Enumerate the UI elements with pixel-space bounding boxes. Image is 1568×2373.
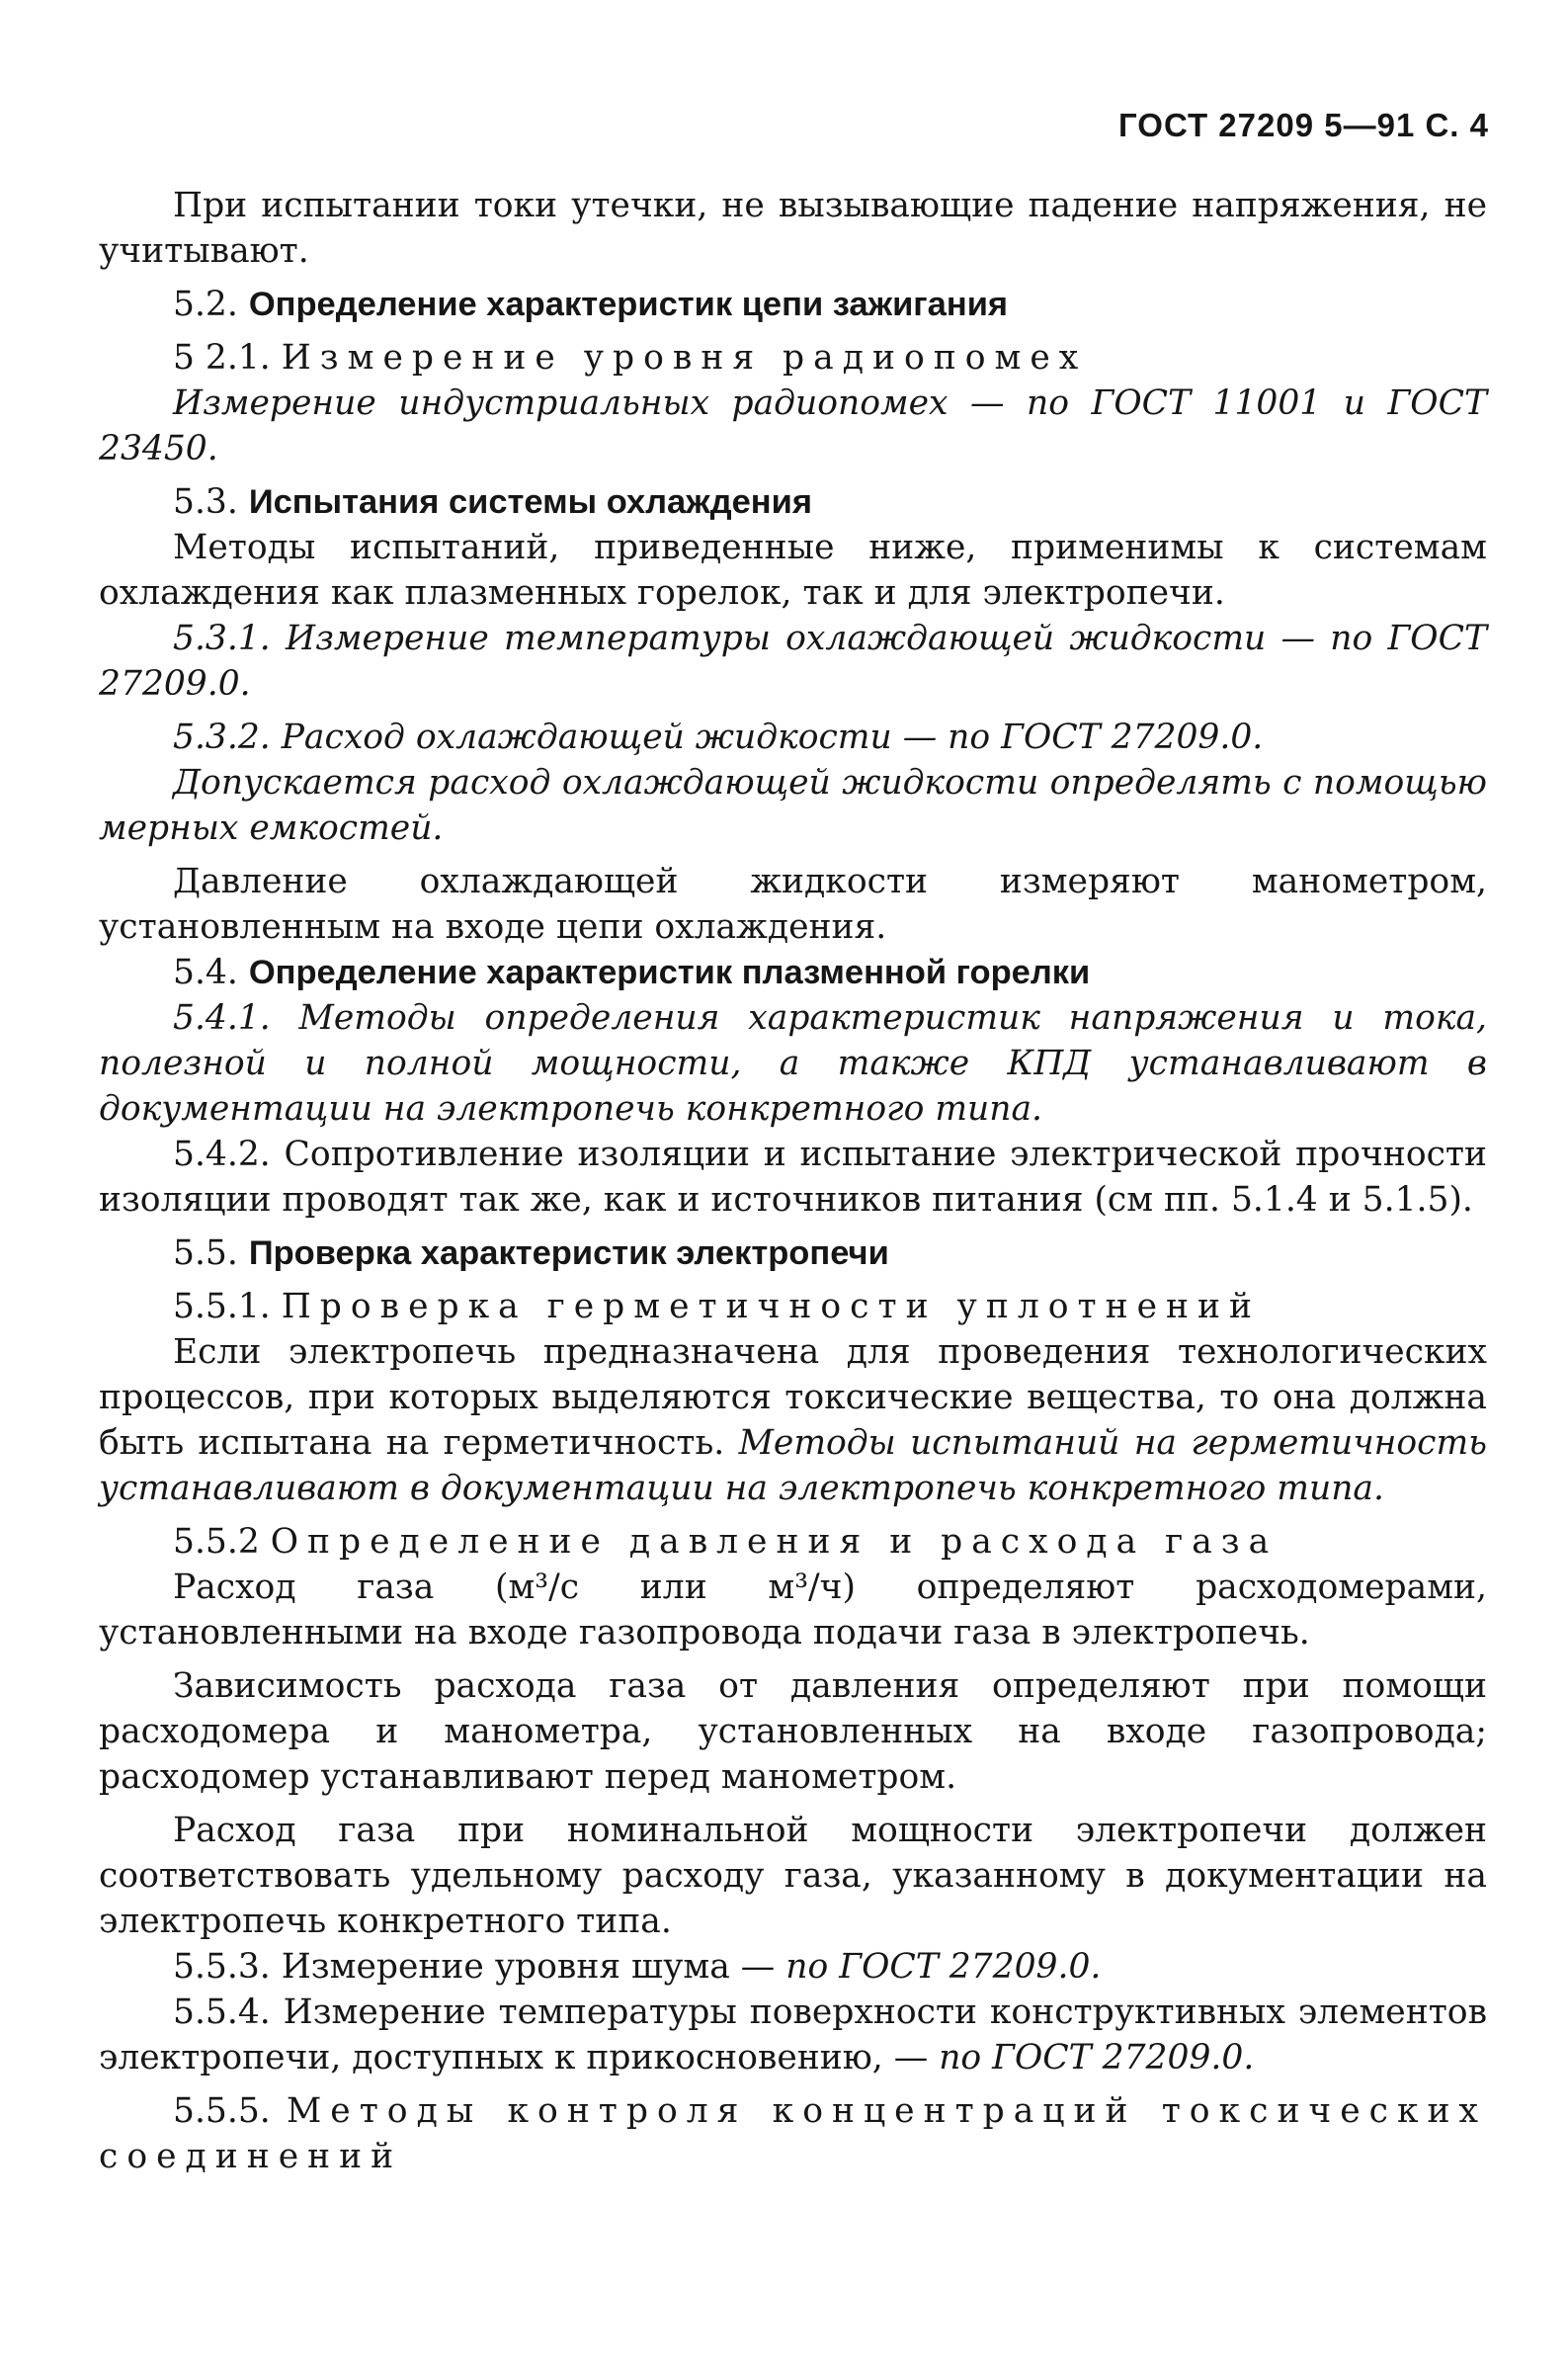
paragraph-5-3-2: 5.3.2. Расход охлаждающей жидкости — по ГОСТ 27209.0. — [173, 718, 1264, 757]
section-number: 5.5.4. — [173, 1992, 271, 2032]
paragraph-5-3-2-note: Допускается расход охлаждающей жидкости определять с помощью мерных емкостей. — [99, 763, 1487, 848]
paragraph-text: Если электропечь предназначена для проведения технологических процессов, при которых выделяются токсические вещества, то она должна быть испытана на герметичность. — [99, 1332, 1487, 1463]
section-title: Определение характеристик плазменной горелки — [248, 954, 1091, 991]
section-5-4-heading — [99, 950, 1487, 995]
section-5-5-heading — [99, 1230, 1487, 1276]
section-number: 5.5.3. — [173, 1947, 271, 1987]
section-number: 5.5. — [173, 1233, 238, 1273]
paragraph-5-4-1: 5.4.1. Методы определения характеристик напряжения и тока, полезной и полной мощности, а также КПД устанавливают в документации на электропечь конкретного типа. — [99, 998, 1487, 1129]
section-title: Проверка характеристик электропечи — [248, 1234, 889, 1272]
section-5-2-heading — [99, 282, 1487, 327]
paragraph-5-3-1: 5.3.1. Измерение температуры охлаждающей жидкости — по ГОСТ 27209.0. — [99, 619, 1487, 704]
section-title: Проверка герметичности уплотнений — [281, 1287, 1261, 1326]
section-number: 5.2. — [173, 285, 238, 324]
section-number: 5.5.2 — [173, 1522, 260, 1562]
paragraph-5-5-2-dependence: Зависимость расхода газа от давления определяют при помощи расходомера и манометра, установленных на входе газопровода; расходомер устанавливают перед манометром. — [99, 1666, 1487, 1797]
section-5-2-1-heading — [99, 335, 1487, 381]
section-number: 5 2.1. — [173, 338, 271, 378]
section-title: Определение давления и расхода газа — [270, 1522, 1279, 1562]
standard-reference: по ГОСТ 27209.0. — [939, 2038, 1255, 2077]
document-body — [99, 183, 1487, 2179]
section-5-5-2-heading — [99, 1519, 1487, 1565]
section-title: Испытания системы охлаждения — [248, 483, 812, 521]
section-5-3-heading — [99, 479, 1487, 525]
paragraph-radio-interference: Измерение индустриальных радиопомех — по ГОСТ 11001 и ГОСТ 23450. — [99, 383, 1487, 468]
section-5-5-1-heading — [99, 1284, 1487, 1329]
paragraph-italic-text: Методы испытаний на герметичность устанавливают в документации на электропечь конкретного типа. — [99, 1423, 1487, 1508]
paragraph-5-4-2: 5.4.2. Сопротивление изоляции и испытание электрической прочности изоляции проводят так же, как и источников питания (см пп. 5.1.4 и 5.1.5). — [99, 1135, 1487, 1220]
paragraph-cooling-methods: Методы испытаний, приведенные ниже, применимы к системам охлаждения как плазменных горелок, так и для электропечи. — [99, 528, 1487, 613]
section-title: Определение характеристик цепи зажигания — [248, 286, 1009, 323]
paragraph-5-5-3 — [99, 1944, 1487, 1990]
standard-reference: по ГОСТ 27209.0. — [785, 1947, 1102, 1987]
section-number: 5.5.5. — [173, 2091, 271, 2131]
section-number: 5.3. — [173, 482, 238, 522]
paragraph-text: Измерение температуры поверхности конструктивных элементов электропечи, доступных к прикосновению, — — [99, 1992, 1487, 2077]
paragraph-5-5-2-flow: Расход газа (м³/с или м³/ч) определяют расходомерами, установленными на входе газопровода подачи газа в электропечь. — [99, 1568, 1487, 1653]
section-title: Методы контроля концентраций токсических соединений — [99, 2091, 1487, 2176]
section-number: 5.5.1. — [173, 1287, 271, 1326]
paragraph-5-5-4 — [99, 1990, 1487, 2080]
paragraph-leakage: При испытании токи утечки, не вызывающие падение напряжения, не учитывают. — [99, 186, 1487, 271]
paragraph-5-5-1 — [99, 1329, 1487, 1511]
section-title: Измерение уровня радиопомех — [281, 338, 1088, 378]
section-number: 5.4. — [173, 953, 238, 992]
paragraph-5-3-2-pressure: Давление охлаждающей жидкости измеряют манометром, установленным на входе цепи охлаждения. — [99, 862, 1487, 947]
section-5-5-5-heading — [99, 2088, 1487, 2179]
paragraph-text: Измерение уровня шума — — [281, 1947, 776, 1987]
paragraph-5-5-2-nominal: Расход газа при номинальной мощности электропечи должен соответствовать удельному расходу газа, указанному в документации на электропечь конкретного типа. — [99, 1811, 1487, 1941]
page-header: ГОСТ 27209 5—91 С. 4 — [1118, 107, 1489, 143]
